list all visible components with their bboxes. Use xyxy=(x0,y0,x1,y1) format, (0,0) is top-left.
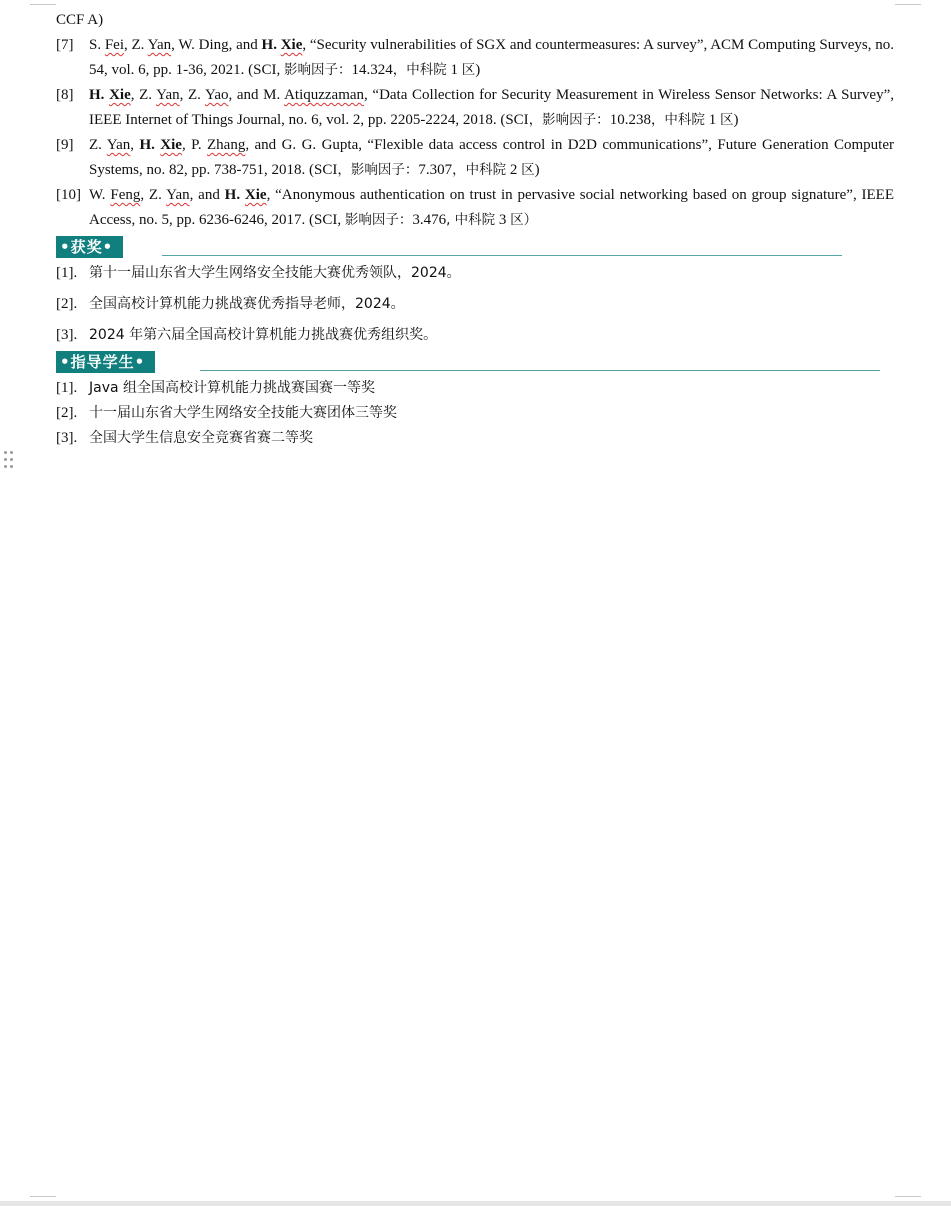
list-item-number: [1]. xyxy=(56,380,78,396)
list-item-number: [1]. xyxy=(56,265,78,281)
reference-number: [10] xyxy=(56,187,81,203)
document-body[interactable] xyxy=(56,8,894,451)
reference-text-run: , Z. xyxy=(140,187,167,203)
reference-text-run: Xie xyxy=(109,87,131,103)
reference-text-run: Atiquzzaman xyxy=(284,87,365,103)
list-item xyxy=(56,261,894,286)
reference-text-run: Yao xyxy=(204,87,229,103)
section-title: •获奖• xyxy=(56,236,123,258)
section-title: •指导学生• xyxy=(56,351,155,373)
reference-text-run: 1 xyxy=(704,112,720,128)
reference-text-run: ) xyxy=(733,112,739,128)
reference-item xyxy=(56,83,894,133)
list-item xyxy=(56,426,894,451)
reference-text-run: 3 xyxy=(495,212,511,228)
list-item-text: 全国大学生信息安全竞赛省赛二等奖 xyxy=(89,430,313,446)
section-divider xyxy=(200,370,880,371)
reference-text-run: Z. xyxy=(89,137,107,153)
reference-text-run: , P. xyxy=(181,137,207,153)
reference-text-run: , and M. xyxy=(228,87,285,103)
list-item-text: Java 组全国高校计算机能力挑战赛国赛一等奖 xyxy=(89,380,376,396)
reference-text-run: 影响因子： xyxy=(284,62,352,78)
reference-number: [9] xyxy=(56,137,74,153)
reference-text-run: , Z. xyxy=(124,37,148,53)
list-item-number: [3]. xyxy=(56,327,78,343)
reference-text-run: H. xyxy=(224,187,245,203)
reference-text-run: 2 xyxy=(506,162,522,178)
reference-text-run: 影响因子： xyxy=(344,212,413,228)
reference-text-run: ) xyxy=(534,162,540,178)
reference-text-run: 区 xyxy=(719,112,734,128)
reference-text-run: S. xyxy=(89,37,105,53)
list-item-text: 2024 年第六届全国高校计算机能力挑战赛优秀组织奖。 xyxy=(89,327,438,343)
reference-text-run: , Z. xyxy=(179,87,205,103)
list-item xyxy=(56,292,894,317)
reference-item xyxy=(56,183,894,233)
reference-text-run: Fei xyxy=(104,37,125,53)
reference-text-run: ，影响因子： xyxy=(528,112,610,128)
reference-text-run: , “Security vulnerabilities of SGX and countermeasures: A survey”, ACM Computing Surveys, no. 54, vol. 6, pp. 1-36, 2021. (SCI, xyxy=(89,37,894,78)
reference-text-run: ，中科院 xyxy=(650,112,705,128)
page-corner-mark xyxy=(895,0,921,5)
list-item-text: 十一届山东省大学生网络安全技能大赛团体三等奖 xyxy=(89,405,397,421)
list-item xyxy=(56,401,894,426)
reference-text-run: , “Anonymous authentication on trust in pervasive social networking based on group signature”, IEEE Access, no. 5, pp. 6236-6246, 2017. (SCI, xyxy=(89,187,895,228)
reference-text-run: Zhang xyxy=(207,137,246,153)
reference-item xyxy=(56,133,894,183)
reference-text-run: 10.238 xyxy=(609,112,651,128)
reference-text-run: Yan xyxy=(156,87,180,103)
reference-text-run: ) xyxy=(475,62,481,78)
reference-text-run: , Z. xyxy=(130,87,157,103)
reference-text-run: , and xyxy=(189,187,225,203)
reference-text-run: , xyxy=(130,137,140,153)
list-item-number: [2]. xyxy=(56,296,78,312)
reference-text-run: W. xyxy=(89,187,111,203)
awards-list xyxy=(56,261,894,348)
list-item xyxy=(56,323,894,348)
reference-text-run: 7.307 xyxy=(418,162,453,178)
reference-number: [7] xyxy=(56,37,74,53)
students-section-header xyxy=(56,350,894,374)
reference-text-run: H. xyxy=(89,87,110,103)
reference-text-run: Xie xyxy=(160,137,182,153)
reference-text-run: Xie xyxy=(244,187,267,203)
reference-text-run: 区） xyxy=(510,212,538,228)
reference-number: [8] xyxy=(56,87,74,103)
reference-text-run: , “Data Collection for Security Measurement in Wireless Sensor Networks: A Survey”, IEEE Internet of Things Journal, no. 6, vol. 2, pp. 2205-2224, 2018. (SCI xyxy=(89,87,895,128)
reference-text-run: , 中科院 xyxy=(446,212,496,228)
reference-text-run: , W. Ding, and xyxy=(171,37,262,53)
reference-text-run: 1 xyxy=(446,62,462,78)
list-item-number: [3]. xyxy=(56,430,78,446)
reference-text-run: ，影响因子： xyxy=(337,162,419,178)
reference-text-run: Feng xyxy=(110,187,141,203)
section-divider xyxy=(162,255,842,256)
reference-text-run: 14.324 xyxy=(351,62,393,78)
page-bottom-edge xyxy=(0,1201,951,1206)
reference-text-run: 区 xyxy=(521,162,535,178)
reference-text-run: Xie xyxy=(280,37,303,53)
reference-text-run: 区 xyxy=(461,62,476,78)
list-item xyxy=(56,376,894,401)
list-item-text: 全国高校计算机能力挑战赛优秀指导老师，2024。 xyxy=(89,296,405,312)
reference-text-run: H. xyxy=(261,37,281,53)
reference-text-run: 3.476 xyxy=(412,212,447,228)
reference-item xyxy=(56,33,894,83)
students-list xyxy=(56,376,894,451)
list-item-text: 第十一届山东省大学生网络安全技能大赛优秀领队，2024。 xyxy=(89,265,461,281)
reference-text-run: , and G. G. Gupta, “Flexible data access control in D2D communications”, Future Generation Computer Systems, no. 82, pp. 738-751, 2018. (SCI xyxy=(89,137,894,178)
reference-list xyxy=(56,33,894,233)
reference-text-run: Yan xyxy=(166,187,190,203)
reference-text-run: ，中科院 xyxy=(392,62,447,78)
reference-text-run: Yan xyxy=(147,37,172,53)
reference-text-run: H. xyxy=(139,137,161,153)
reference-text-run: Yan xyxy=(106,137,131,153)
list-item-number: [2]. xyxy=(56,405,78,421)
awards-section-header xyxy=(56,235,894,259)
previous-reference-tail: CCF A) xyxy=(56,12,104,28)
page-corner-mark xyxy=(30,0,56,5)
reference-text-run: ，中科院 xyxy=(452,162,507,178)
drag-handle-icon[interactable] xyxy=(3,450,15,474)
